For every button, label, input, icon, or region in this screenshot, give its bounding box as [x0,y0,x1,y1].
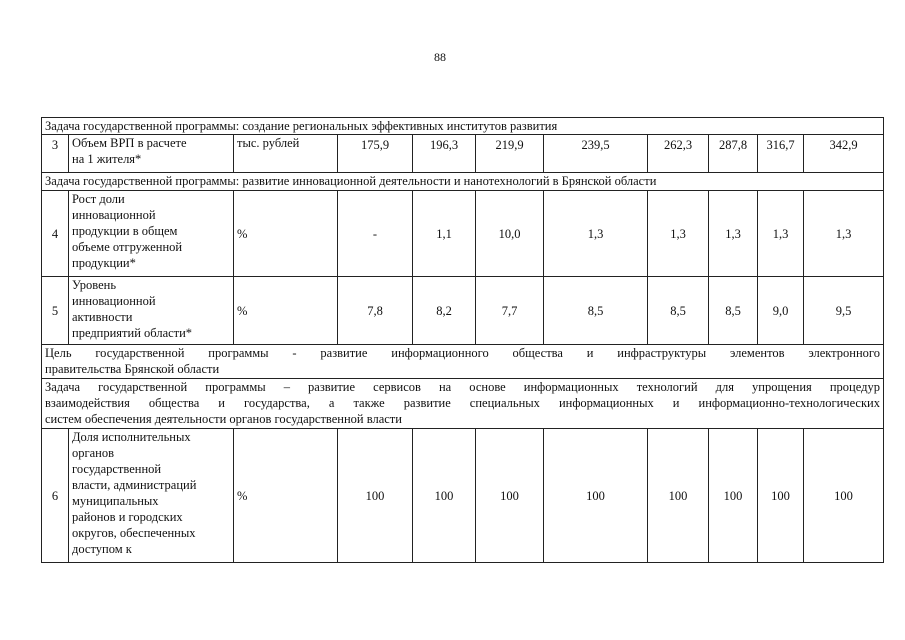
value-cell: 9,0 [758,277,804,345]
task-institutes: Задача государственной программы: создание региональных эффективных институтов развития [42,118,884,135]
value-cell: 239,5 [544,135,648,173]
table-row-6 [42,429,884,563]
value-cell: 7,7 [476,277,544,345]
value-cell: 100 [758,429,804,563]
value-cell: 8,5 [648,277,709,345]
value-cell: 287,8 [709,135,758,173]
value-cell: 100 [476,429,544,563]
program-goal: Цель государственной программы - развитие информационного общества и инфраструктуры элементов электронного правительства Брянской области [42,345,884,379]
task-services: Задача государственной программы – развитие сервисов на основе информационных технологий для упрощения процедур взаимодействия общества и государства, а также развитие специальных информационных и информационно-технологических систем обеспечения деятельности органов государственной власти [42,379,884,429]
goal-row [42,345,884,379]
value-cell: 175,9 [338,135,413,173]
unit-cell: % [234,429,338,563]
value-cell: 1,3 [544,191,648,277]
unit-cell: тыс. рублей [234,135,338,173]
unit-cell: % [234,191,338,277]
table-row-4 [42,191,884,277]
page-number: 88 [434,50,446,64]
indicators-table [41,117,884,563]
value-cell: 1,3 [709,191,758,277]
row-number: 6 [42,429,69,563]
value-cell: 100 [413,429,476,563]
value-cell: 8,5 [709,277,758,345]
indicator-name: Объем ВРП в расчете на 1 жителя* [69,135,234,173]
indicator-name: Рост доли инновационной продукции в общем объеме отгруженной продукции* [69,191,234,277]
unit-cell: % [234,277,338,345]
value-cell: 8,2 [413,277,476,345]
task-row-institutes [42,118,884,135]
task-row-innovation [42,173,884,191]
value-cell: 100 [648,429,709,563]
row-number: 4 [42,191,69,277]
value-cell: 100 [544,429,648,563]
row-number: 5 [42,277,69,345]
value-cell: 100 [709,429,758,563]
value-cell: 10,0 [476,191,544,277]
value-cell: 342,9 [804,135,884,173]
value-cell: 1,3 [804,191,884,277]
task-row-services [42,379,884,429]
row-number: 3 [42,135,69,173]
value-cell: 1,3 [648,191,709,277]
value-cell: 196,3 [413,135,476,173]
table-row-5 [42,277,884,345]
value-cell: - [338,191,413,277]
value-cell: 9,5 [804,277,884,345]
value-cell: 1,3 [758,191,804,277]
value-cell: 7,8 [338,277,413,345]
value-cell: 219,9 [476,135,544,173]
indicator-name: Уровень инновационной активности предприятий области* [69,277,234,345]
value-cell: 100 [338,429,413,563]
value-cell: 100 [804,429,884,563]
table-row-3 [42,135,884,173]
indicator-name: Доля исполнительных органов государственной власти, администраций муниципальных районов и городских округов, обеспеченных доступом к [69,429,234,563]
task-innovation: Задача государственной программы: развитие инновационной деятельности и нанотехнологий в Брянской области [42,173,884,191]
value-cell: 8,5 [544,277,648,345]
value-cell: 262,3 [648,135,709,173]
value-cell: 316,7 [758,135,804,173]
value-cell: 1,1 [413,191,476,277]
